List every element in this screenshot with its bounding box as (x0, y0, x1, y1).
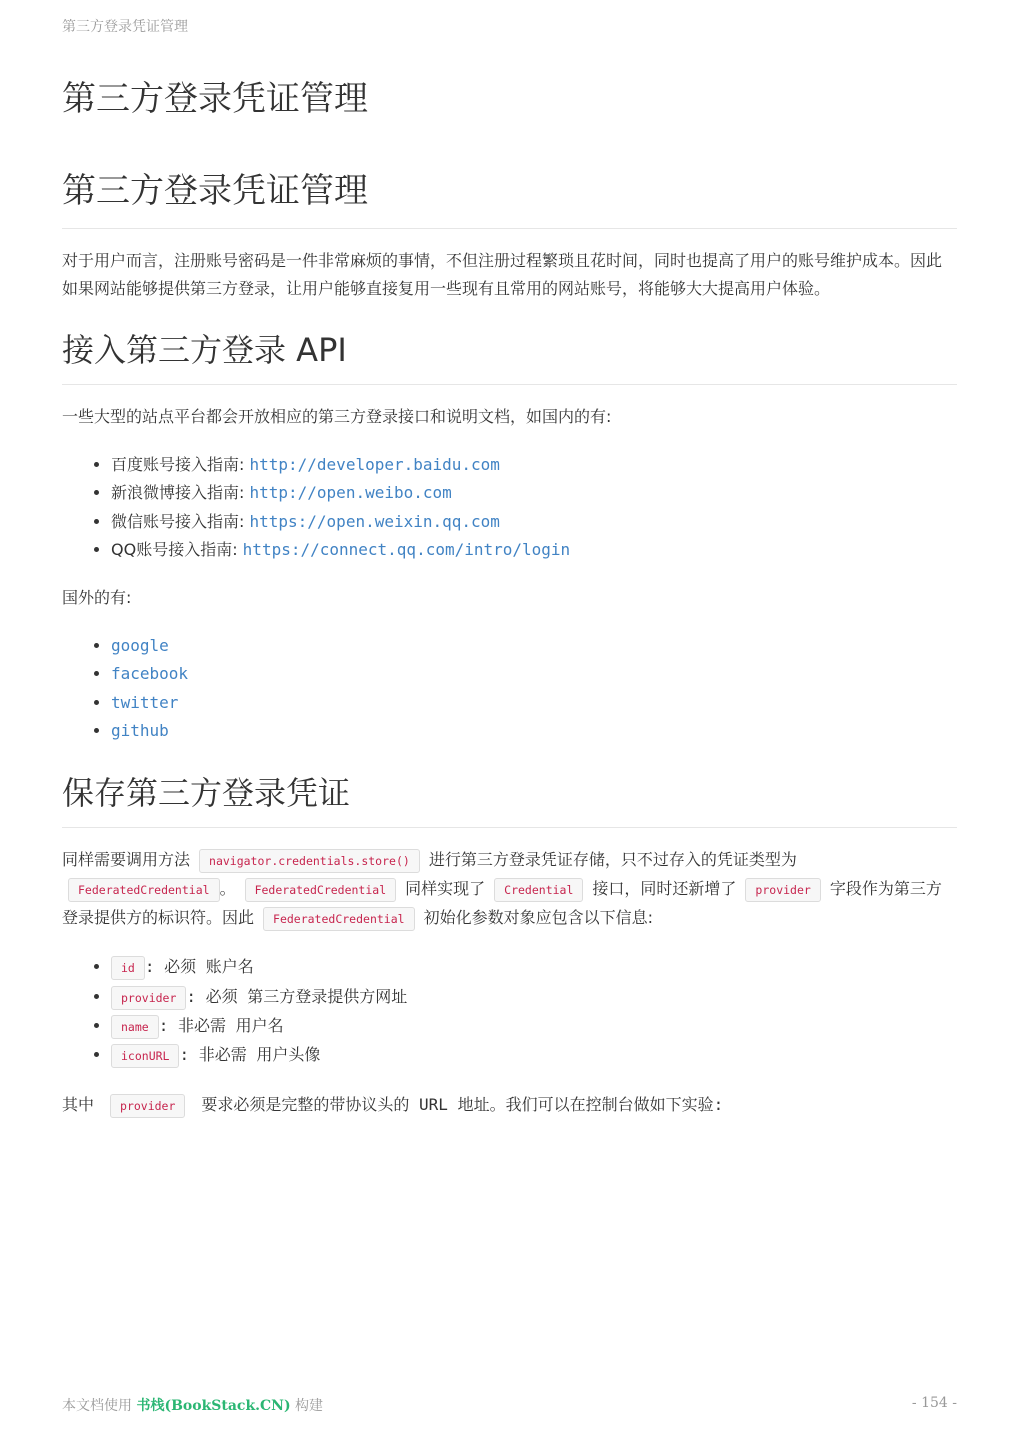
facebook-link[interactable]: facebook (111, 664, 189, 684)
store-paragraph: 同样需要调用方法 navigator.credentials.store() 进行第三方登录凭证存储，只不过存入的凭证类型为FederatedCredential 。 FederatedCredential 同样实现了 Credential 接口，同时还新增了 provider 字段作为第三方登录提供方的标识符。因此 FederatedCredential 初始化参数对象应包含以下信息: (62, 846, 957, 933)
weibo-link[interactable]: http://open.weibo.com (249, 483, 452, 503)
list-item (111, 689, 957, 717)
inline-code: provider (745, 878, 820, 902)
baidu-link[interactable]: http://developer.baidu.com (249, 455, 500, 474)
list-item (111, 717, 957, 745)
credential-fields-list (62, 953, 957, 1070)
inline-code: FederatedCredential (245, 878, 397, 902)
inline-code: FederatedCredential (68, 878, 220, 902)
qq-link[interactable]: https://connect.qq.com/intro/login (242, 539, 571, 559)
list-item (111, 632, 957, 660)
list-item: • QQ账号接入指南: https://connect.qq.com/intro/login (111, 536, 957, 564)
document-body (62, 76, 957, 1120)
api-heading-text: 接入第三方登录 API (62, 331, 347, 369)
list-item: • 百度账号接入指南: http://developer.baidu.com (111, 451, 957, 479)
api-intro: 一些大型的站点平台都会开放相应的第三方登录接口和说明文档，如国内的有: (62, 407, 612, 426)
list-item: • 微信账号接入指南: https://open.weixin.qq.com (111, 508, 957, 536)
foreign-intro: 国外的有: (62, 588, 132, 608)
page-number: - 154 - (911, 1395, 957, 1411)
github-link[interactable]: github (111, 721, 169, 741)
list-item: • iconURL : 非必需 用户头像 (111, 1041, 957, 1070)
list-item: • id : 必须 账户名 (111, 953, 957, 982)
inline-code: id (111, 956, 145, 980)
inline-code: Credential (494, 878, 583, 902)
section-heading-api (62, 328, 957, 385)
inline-code: FederatedCredential (263, 907, 415, 931)
section-heading-credential-management: 第三方登录凭证管理 (62, 168, 957, 229)
provider-requirement: 其中 provider 要求必须是完整的带协议头的 URL 地址。我们可以在控制台做如下实验: (62, 1091, 957, 1120)
list-item: • 新浪微博接入指南: http://open.weibo.com (111, 479, 957, 507)
twitter-link[interactable]: twitter (111, 692, 179, 712)
inline-code: navigator.credentials.store() (199, 849, 420, 873)
inline-code: provider (110, 1094, 185, 1118)
inline-code: iconURL (111, 1044, 179, 1068)
google-link[interactable]: google (111, 636, 169, 656)
bookstack-link[interactable]: 书栈(BookStack.CN) (136, 1398, 291, 1414)
domestic-provider-list (62, 451, 957, 564)
footer-credit: 本文档使用 书栈(BookStack.CN) 构建 (62, 1398, 324, 1414)
foreign-provider-list (62, 632, 957, 745)
intro-paragraph: 对于用户而言，注册账号密码是一件非常麻烦的事情，不但注册过程繁琐且花时间，同时也提高了用户的账号维护成本。因此如果网站能够提供第三方登录，让用户能够直接复用一些现有且常用的网站账号，将能够大大提高用户体验。 (62, 251, 943, 298)
inline-code: name (111, 1015, 159, 1039)
inline-code: provider (111, 986, 186, 1010)
list-item (111, 660, 957, 688)
list-item: • provider : 必须 第三方登录提供方网址 (111, 983, 957, 1012)
page-title: 第三方登录凭证管理 (62, 79, 368, 119)
list-item: • name : 非必需 用户名 (111, 1012, 957, 1041)
section-heading-store: 保存第三方登录凭证 (62, 771, 957, 828)
running-header: 第三方登录凭证管理 (62, 19, 188, 35)
weixin-link[interactable]: https://open.weixin.qq.com (249, 511, 500, 531)
